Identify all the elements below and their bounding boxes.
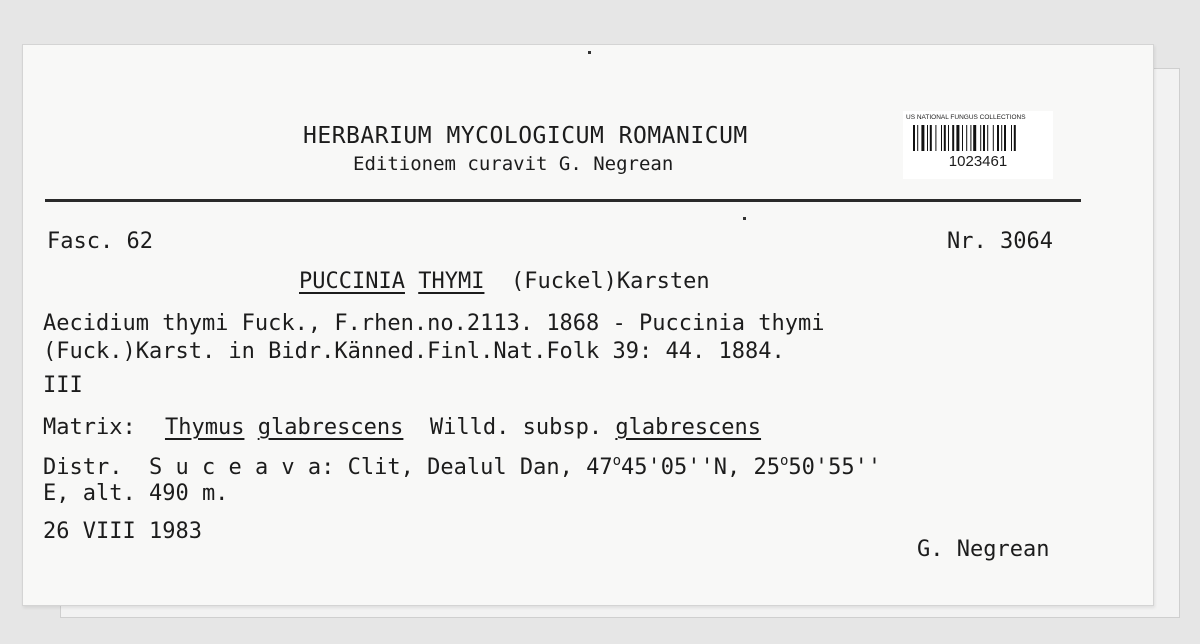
host-subspecies: glabrescens [615,415,762,440]
species-name [299,269,710,294]
spore-stage: III [43,373,83,398]
synonymy-line-1: Aecidium thymi Fuck., F.rhen.no.2113. 1868 - Puccinia thymi [43,311,825,336]
ink-dot [743,217,746,220]
degree-sign: o [779,453,789,469]
host-genus: Thymus [164,415,245,440]
latitude-rest: 45'05''N, 25 [621,455,780,480]
synonymy-line-2: (Fuck.)Karst. in Bidr.Känned.Finl.Nat.Folk 39: 44. 1884. [43,339,785,364]
species-epithet: THYMI [418,269,485,294]
herbarium-label [22,44,1154,606]
host-authority: Willd. subsp. [429,415,603,440]
fascicle: Fasc. 62 [47,229,153,254]
barcode-icon [913,125,1045,151]
county: S u c e a v a [148,455,322,480]
specimen-number: Nr. 3064 [947,229,1053,254]
barcode-number: 1023461 [948,153,1008,170]
longitude-rest: 50'55'' [788,455,882,480]
ink-dot [588,51,591,54]
host-epithet: glabrescens [257,415,404,440]
species-authority: (Fuckel)Karsten [510,269,710,294]
species-genus: PUCCINIA [299,269,405,294]
barcode-caption: US NATIONAL FUNGUS COLLECTIONS [906,114,1026,121]
herbarium-title: HERBARIUM MYCOLOGICUM ROMANICUM [303,123,748,149]
header-divider [45,199,1081,202]
distribution-line-2: E, alt. 490 m. [43,481,229,506]
editor-line: Editionem curavit G. Negrean [353,153,674,175]
matrix-label: Matrix: [43,415,136,440]
collector: G. Negrean [917,537,1050,562]
locality: : Clit, Dealul Dan, 47 [321,455,613,480]
collection-date: 26 VIII 1983 [43,519,202,544]
degree-sign: o [612,453,622,469]
distribution-line-1 [43,455,881,480]
matrix-line [43,415,761,440]
barcode-sticker [903,111,1053,179]
distribution-label: Distr. [43,455,123,480]
